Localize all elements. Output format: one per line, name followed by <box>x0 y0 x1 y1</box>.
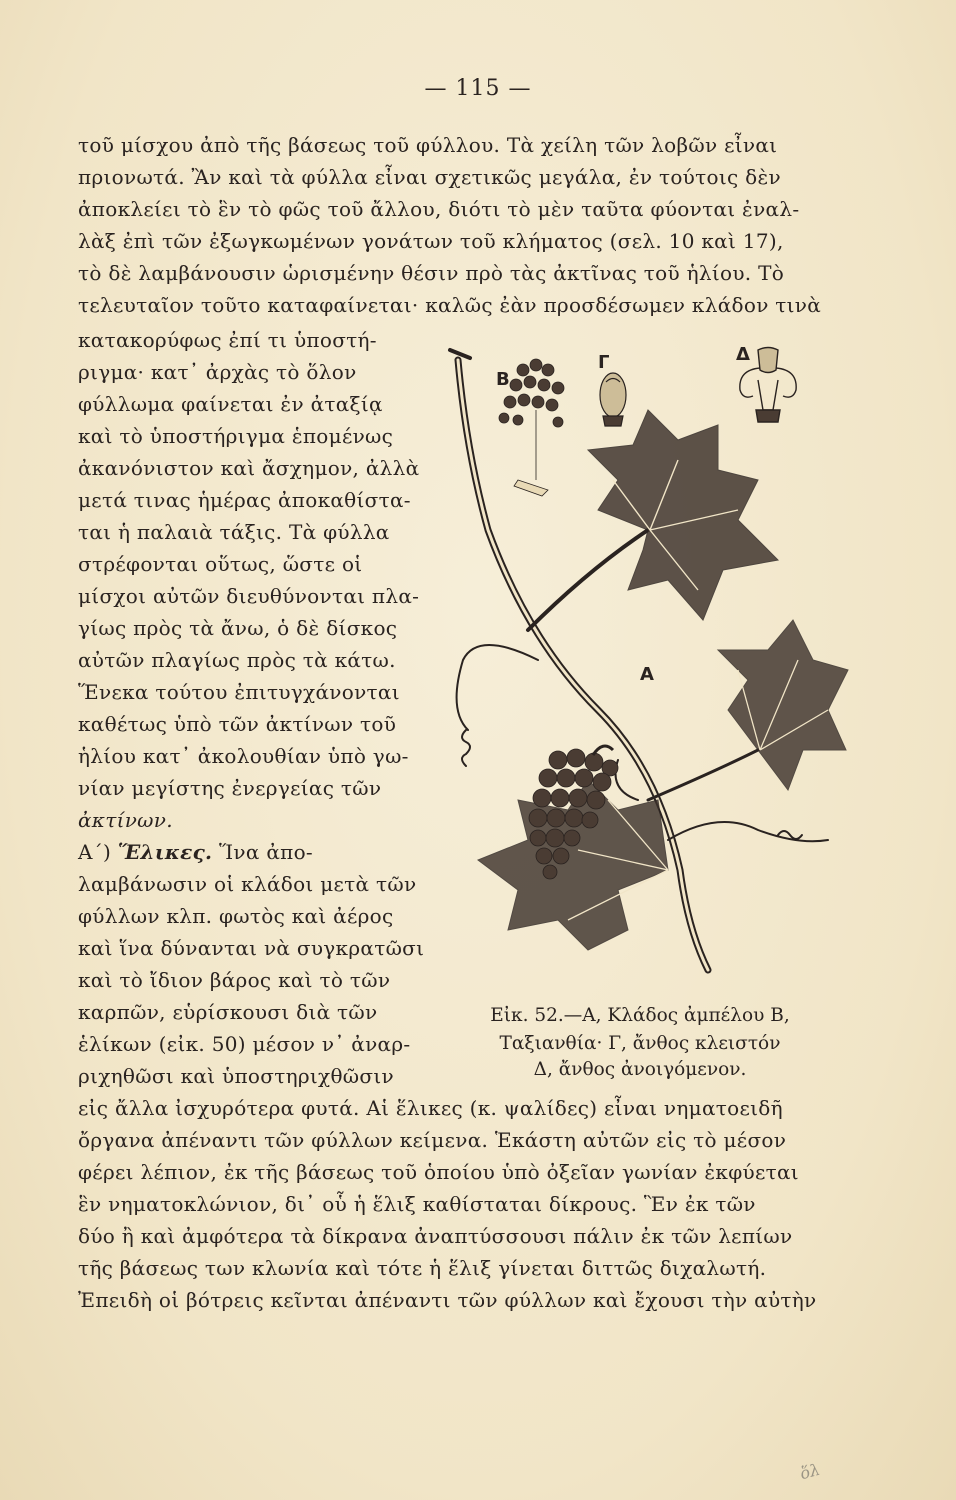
figure-caption-line: Ταξιανθία· Γ, ἄνθος κλειστόν <box>499 1033 781 1054</box>
figure-label-a: Α <box>640 664 654 685</box>
pencil-note: ὅλ <box>797 1459 822 1484</box>
text-line: φύλλωμα φαίνεται ἐν ἀταξίᾳ <box>78 392 383 416</box>
text-line: δύο ἢ καὶ ἀμφότερα τὰ δίκρανα ἀναπτύσσουσι πάλιν ἐκ τῶν λεπίων <box>78 1224 793 1248</box>
closed-flower-icon <box>600 373 626 426</box>
text-line: τοῦ μίσχου ἀπὸ τῆς βάσεως τοῦ φύλλου. Τὰ χείλη τῶν λοβῶν εἶναι <box>78 133 778 157</box>
text-line: τὸ δὲ λαμβάνουσιν ὡρισμένην θέσιν πρὸ τὰς ἀκτῖνας τοῦ ἡλίου. Τὸ <box>78 261 785 285</box>
page-number: — 115 — <box>424 76 532 101</box>
text-line: καθέτως ὑπὸ τῶν ἀκτίνων τοῦ <box>78 712 397 736</box>
right-leaf-icon <box>718 620 848 790</box>
text-line: πριονωτά. Ἂν καὶ τὰ φύλλα εἶναι σχετικῶς μεγάλα, ἐν τούτοις δὲν <box>78 165 781 189</box>
text-line: ἡλίου κατ᾽ ἀκολουθίαν ὑπὸ γω- <box>78 744 409 768</box>
tendril-icon <box>457 645 538 730</box>
text-line: εἰς ἄλλα ἰσχυρότερα φυτά. Αἱ ἕλικες (κ. ψαλίδες) εἶναι νηματοειδῆ <box>78 1096 783 1120</box>
text-line: καὶ τὸ ἴδιον βάρος καὶ τὸ τῶν <box>78 968 391 992</box>
text-line: καὶ τὸ ὑποστήριγμα ἑπομένως <box>78 424 394 448</box>
text-line: ριγμα· κατ᾽ ἀρχὰς τὸ ὅλον <box>78 360 357 384</box>
text-line: μετά τινας ἡμέρας ἀποκαθίστα- <box>78 488 411 512</box>
figure-caption-line: Εἰκ. 52.—Α, Κλάδος ἀμπέλου Β, <box>490 1005 790 1026</box>
text-line: νίαν μεγίστης ἐνεργείας τῶν <box>78 776 382 800</box>
section-number: Α´) <box>78 840 112 864</box>
text-line: Ἐπειδὴ οἱ βότρεις κεῖνται ἀπέναντι τῶν φύλλων καὶ ἔχουσι τὴν αὐτὴν <box>78 1288 817 1312</box>
text-line: λαμβάνωσιν οἱ κλάδοι μετὰ τῶν <box>78 872 417 896</box>
text-line: ἓν νηματοκλώνιον, δι᾽ οὗ ἡ ἕλιξ καθίσταται δίκρους. Ἓν ἐκ τῶν <box>78 1192 756 1216</box>
text-line: τελευταῖον τοῦτο καταφαίνεται· καλῶς ἐὰν προσδέσωμεν κλάδον τινὰ <box>78 293 822 317</box>
upper-leaf-icon <box>588 410 778 620</box>
text-line: ἀκτίνων. <box>78 808 173 832</box>
text-line: ἑλίκων (εἰκ. 50) μέσον ν᾽ ἀναρ- <box>78 1032 411 1056</box>
text-line: ται ἡ παλαιὰ τάξις. Τὰ φύλλα <box>78 520 390 544</box>
text-line: τῆς βάσεως των κλωνία καὶ τότε ἡ ἕλιξ γίνεται διττῶς διχαλωτή. <box>78 1256 767 1280</box>
text-line: φέρει λέπιον, ἐκ τῆς βάσεως τοῦ ὁποίου ὑπὸ ὀξεῖαν γωνίαν ἐκφύεται <box>78 1160 799 1184</box>
text-line: γίως πρὸς τὰ ἄνω, ὁ δὲ δίσκος <box>78 616 398 640</box>
text-line: ὄργανα ἀπέναντι τῶν φύλλων κείμενα. Ἑκάστη αὐτῶν εἰς τὸ μέσον <box>78 1128 787 1152</box>
text-line: ριχηθῶσι καὶ ὑποστηριχθῶσιν <box>78 1064 394 1088</box>
section-first-line: Ἵνα ἀπο- <box>218 840 313 864</box>
section-heading <box>78 837 413 867</box>
grapevine-illustration <box>418 330 850 990</box>
figure-label-b: Β <box>496 369 510 390</box>
text-line: αὐτῶν πλαγίως πρὸς τὰ κάτω. <box>78 648 396 672</box>
text-line: Ἕνεκα τούτου ἐπιτυγχάνονται <box>78 680 400 704</box>
figure-label-g: Γ <box>598 352 610 373</box>
text-line: φύλλων κλπ. φωτὸς καὶ ἀέρος <box>78 904 394 928</box>
section-title: Ἕλικες. <box>117 840 213 864</box>
text-line: ἀποκλείει τὸ ἓν τὸ φῶς τοῦ ἄλλου, διότι τὸ μὲν ταῦτα φύονται ἐναλ- <box>78 197 800 221</box>
text-line: λὰξ ἐπὶ τῶν ἐξωγκωμένων γονάτων τοῦ κλήματος (σελ. 10 καὶ 17), <box>78 229 784 253</box>
text-line: καρπῶν, εὑρίσκουσι διὰ τῶν <box>78 1000 378 1024</box>
text-line: ἀκανόνιστον καὶ ἄσχημον, ἀλλὰ <box>78 456 420 480</box>
text-line: καὶ ἵνα δύνανται νὰ συγκρατῶσι <box>78 936 425 960</box>
text-line: κατακορύφως ἐπί τι ὑποστή- <box>78 328 377 352</box>
figure-caption-line: Δ, ἄνθος ἀνοιγόμενον. <box>533 1059 747 1080</box>
text-line: στρέφονται οὕτως, ὥστε οἱ <box>78 552 363 576</box>
text-line: μίσχοι αὐτῶν διευθύνονται πλα- <box>78 584 420 608</box>
figure-label-d: Δ <box>736 344 750 365</box>
